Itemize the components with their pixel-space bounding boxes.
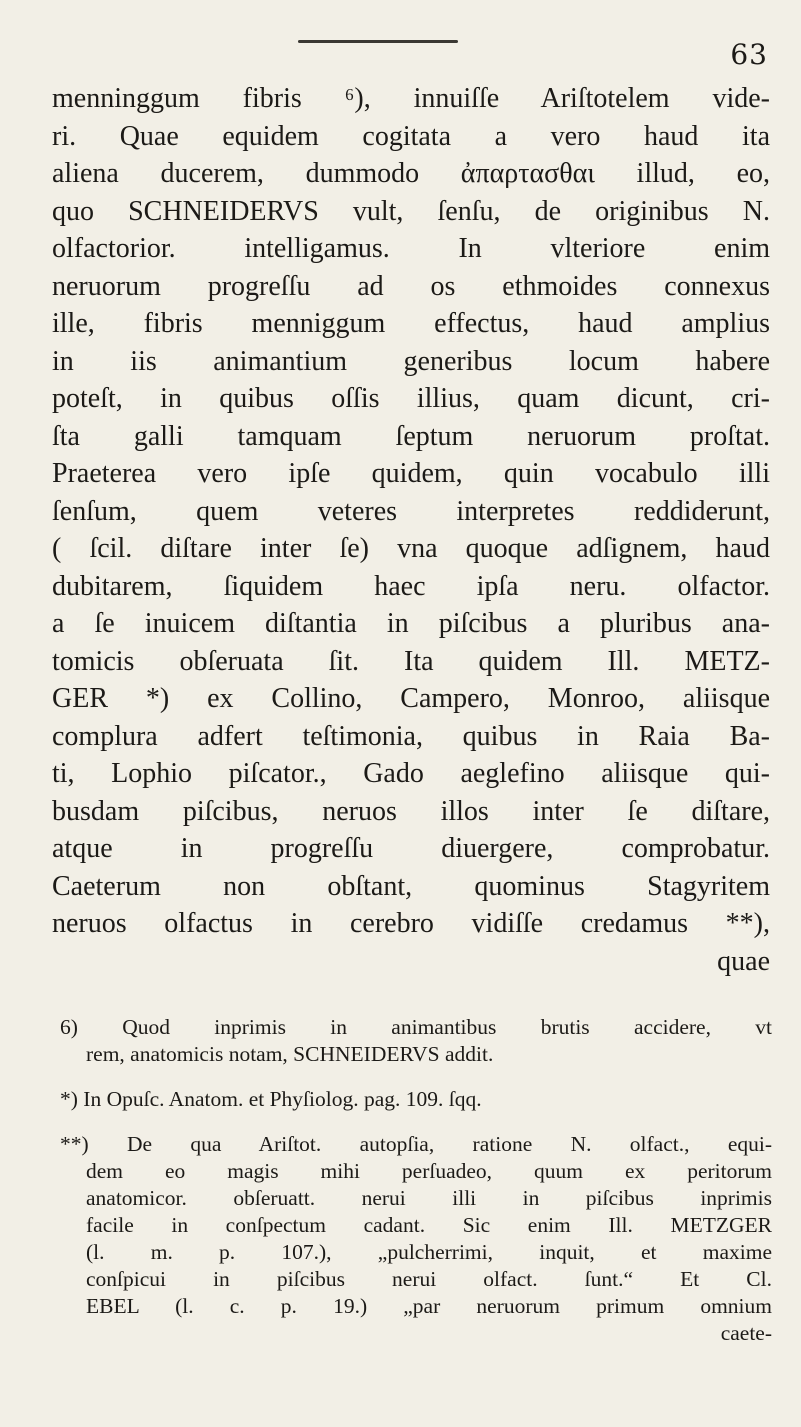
body-line: ri. Quae equidem cogitata a vero haud ita	[52, 120, 770, 152]
footnote-gap	[60, 1068, 772, 1086]
body-line: menninggum fibris ⁶), innuiſſe Ariſtotelem vide-	[52, 83, 770, 114]
body-line: atque in progreſſu diuergere, comprobatur.	[52, 833, 770, 864]
body-line: ille, fibris menniggum effectus, haud amplius	[52, 308, 770, 339]
header-rule	[298, 40, 458, 43]
body-line: tomicis obſeruata ſit. Ita quidem Ill. METZ-	[52, 645, 770, 677]
body-line: complura adfert teſtimonia, quibus in Raia Ba-	[52, 720, 770, 752]
body-line: olfactorior. intelligamus. In vlteriore enim	[52, 233, 770, 264]
body-line: Caeterum non obſtant, quominus Stagyritem	[52, 870, 770, 902]
body-line: GER *) ex Collino, Campero, Monroo, aliisque	[52, 683, 770, 714]
body-line: a ſe inuicem diſtantia in piſcibus a pluribus ana-	[52, 608, 770, 639]
catchword: quae	[717, 945, 770, 977]
body-line: dubitarem, ſiquidem haec ipſa neru. olfactor.	[52, 570, 770, 602]
footnote-dstar-line: anatomicor. obſeruatt. nerui illi in piſcibus inprimis	[86, 1186, 772, 1210]
body-line: quo SCHNEIDERVS vult, ſenſu, de originibus N.	[52, 195, 770, 227]
body-line: poteſt, in quibus oſſis illius, quam dicunt, cri-	[52, 383, 770, 414]
footnote-6-line: 6) Quod inprimis in animantibus brutis accidere, vt	[60, 1015, 772, 1039]
page-number: 63	[730, 38, 768, 71]
body-line: ſenſum, quem veteres interpretes reddiderunt,	[52, 495, 770, 527]
footnote-dstar-line: **) De qua Ariſtot. autopſia, ratione N. olfact., equi-	[60, 1132, 772, 1156]
footnote-catchword: caete-	[720, 1321, 772, 1345]
body-text	[52, 80, 770, 980]
footnote-dstar-line: EBEL (l. c. p. 19.) „par neruorum primum omnium	[86, 1294, 772, 1318]
footnote-6-line: rem, anatomicis notam, SCHNEIDERVS addit.	[86, 1042, 494, 1066]
body-line: Praeterea vero ipſe quidem, quin vocabulo illi	[52, 458, 770, 489]
footnote-dstar-line: conſpicui in piſcibus nerui olfact. ſunt.“ Et Cl.	[86, 1267, 772, 1291]
footnote-dstar-line: facile in conſpectum cadant. Sic enim Ill. METZGER	[86, 1213, 772, 1237]
body-line: aliena ducerem, dummodo ἀπαρτασθαι illud, eo,	[52, 158, 770, 189]
footnotes	[60, 1014, 772, 1347]
footnote-star-line: *) In Opuſc. Anatom. et Phyſiolog. pag. 109. ſqq.	[60, 1087, 482, 1111]
body-line: in iis animantium generibus locum habere	[52, 345, 770, 377]
body-line: busdam piſcibus, neruos illos inter ſe diſtare,	[52, 795, 770, 827]
footnote-dstar-line: (l. m. p. 107.), „pulcherrimi, inquit, et maxime	[86, 1240, 772, 1264]
footnote-gap	[60, 1113, 772, 1131]
body-line: ti, Lophio piſcator., Gado aeglefino aliisque qui-	[52, 758, 770, 789]
body-line: neruos olfactus in cerebro vidiſſe credamus **),	[52, 908, 770, 939]
body-line: ſta galli tamquam ſeptum neruorum proſtat.	[52, 420, 770, 452]
footnote-dstar-line: dem eo magis mihi perſuadeo, quum ex peritorum	[86, 1159, 772, 1183]
body-line: ( ſcil. diſtare inter ſe) vna quoque adſignem, haud	[52, 533, 770, 564]
body-line: neruorum progreſſu ad os ethmoides connexus	[52, 270, 770, 302]
